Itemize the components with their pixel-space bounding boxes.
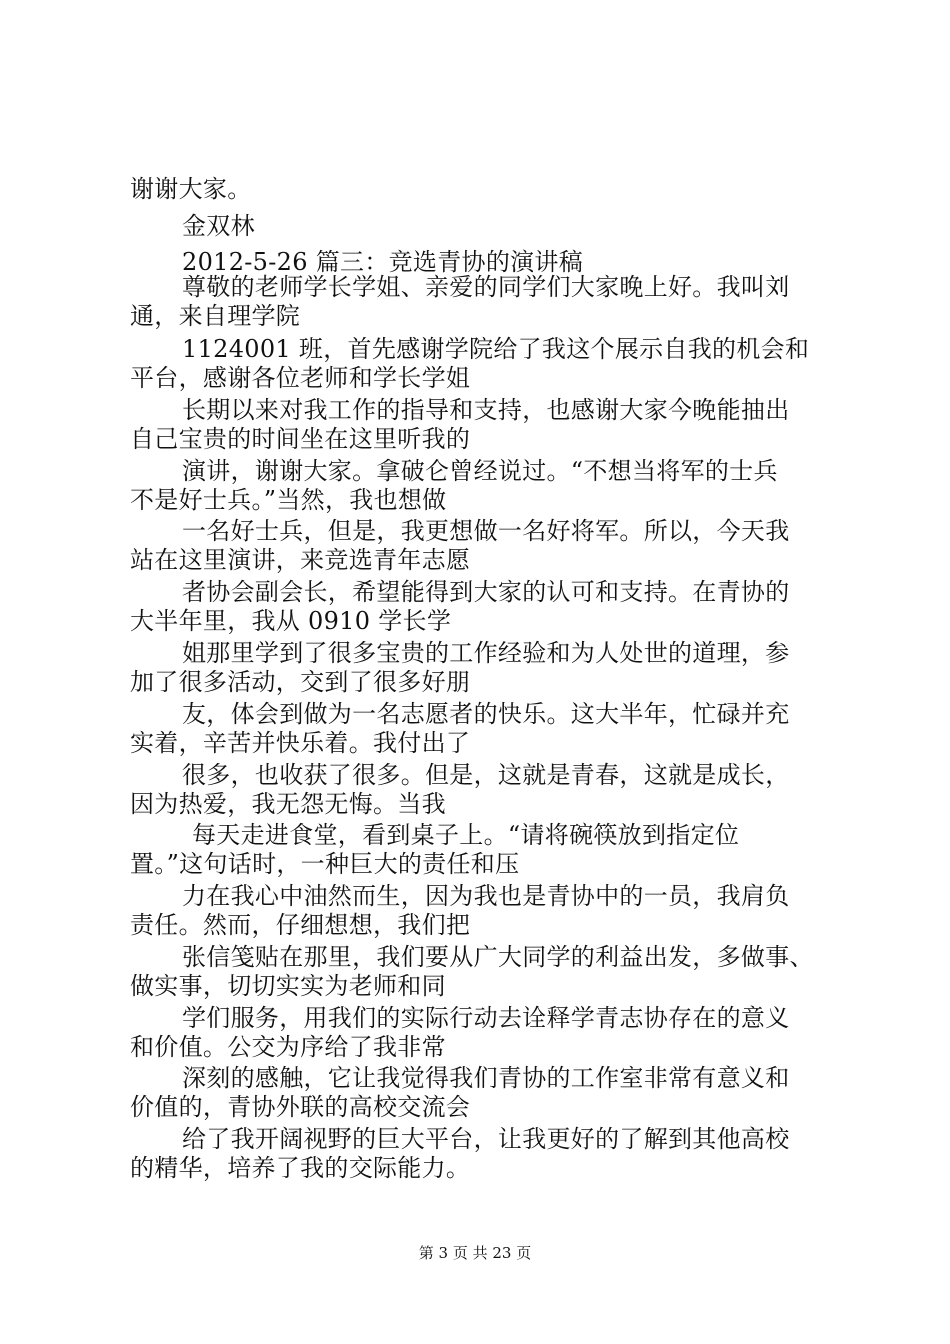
text-line: 给了我开阔视野的巨大平台，让我更好的了解到其他高校 [182, 1125, 790, 1153]
text-line: 大半年里，我从 0910 学长学 [130, 607, 452, 635]
text-line: 做实事，切切实实为老师和同 [130, 972, 446, 1000]
text-line: 平台，感谢各位老师和学长学姐 [130, 364, 471, 392]
text-line: 姐那里学到了很多宝贵的工作经验和为人处世的道理，参 [182, 639, 790, 667]
text-line: 加了很多活动，交到了很多好朋 [130, 668, 471, 696]
text-line: 价值的，青协外联的高校交流会 [130, 1093, 471, 1121]
text-line: 演讲，谢谢大家。拿破仑曾经说过。“不想当将军的士兵 [182, 457, 778, 485]
text-line: 和价值。公交为序给了我非常 [130, 1033, 446, 1061]
text-line: 张信笺贴在那里，我们要从广大同学的利益出发，多做事、 [182, 943, 814, 971]
text-line: 置。”这句话时，一种巨大的责任和压 [130, 850, 520, 878]
text-line: 长期以来对我工作的指导和支持，也感谢大家今晚能抽出 [182, 396, 790, 424]
text-line: 尊敬的老师学长学姐、亲爱的同学们大家晚上好。我叫刘 [182, 273, 790, 301]
text-line: 不是好士兵。”当然，我也想做 [130, 486, 447, 514]
text-line: 很多，也收获了很多。但是，这就是青春，这就是成长， [182, 761, 790, 789]
text-line: 金双林 [182, 212, 255, 240]
text-line: 责任。然而，仔细想想，我们把 [130, 911, 471, 939]
text-line: 实着，辛苦并快乐着。我付出了 [130, 729, 471, 757]
text-line: 1124001 班，首先感谢学院给了我这个展示自我的机会和 [182, 335, 810, 363]
text-line: 每天走进食堂，看到桌子上。“请将碗筷放到指定位 [192, 821, 740, 849]
text-line: 者协会副会长，希望能得到大家的认可和支持。在青协的 [182, 578, 790, 606]
text-line: 一名好士兵，但是，我更想做一名好将军。所以，今天我 [182, 517, 790, 545]
text-line: 2012-5-26 篇三：竞选青协的演讲稿 [182, 248, 584, 276]
text-line: 的精华，培养了我的交际能力。 [130, 1154, 471, 1182]
page-number-footer: 第 3 页 共 23 页 [418, 1244, 532, 1262]
text-line: 通，来自理学院 [130, 302, 301, 330]
text-line: 因为热爱，我无怨无悔。当我 [130, 790, 446, 818]
text-line: 力在我心中油然而生，因为我也是青协中的一员，我肩负 [182, 882, 790, 910]
text-line: 自己宝贵的时间坐在这里听我的 [130, 425, 471, 453]
text-line: 深刻的感触，它让我觉得我们青协的工作室非常有意义和 [182, 1064, 790, 1092]
text-line: 学们服务，用我们的实际行动去诠释学青志协存在的意义 [182, 1004, 790, 1032]
text-line: 站在这里演讲，来竞选青年志愿 [130, 546, 471, 574]
text-line: 谢谢大家。 [130, 175, 252, 203]
text-line: 友，体会到做为一名志愿者的快乐。这大半年，忙碌并充 [182, 700, 790, 728]
